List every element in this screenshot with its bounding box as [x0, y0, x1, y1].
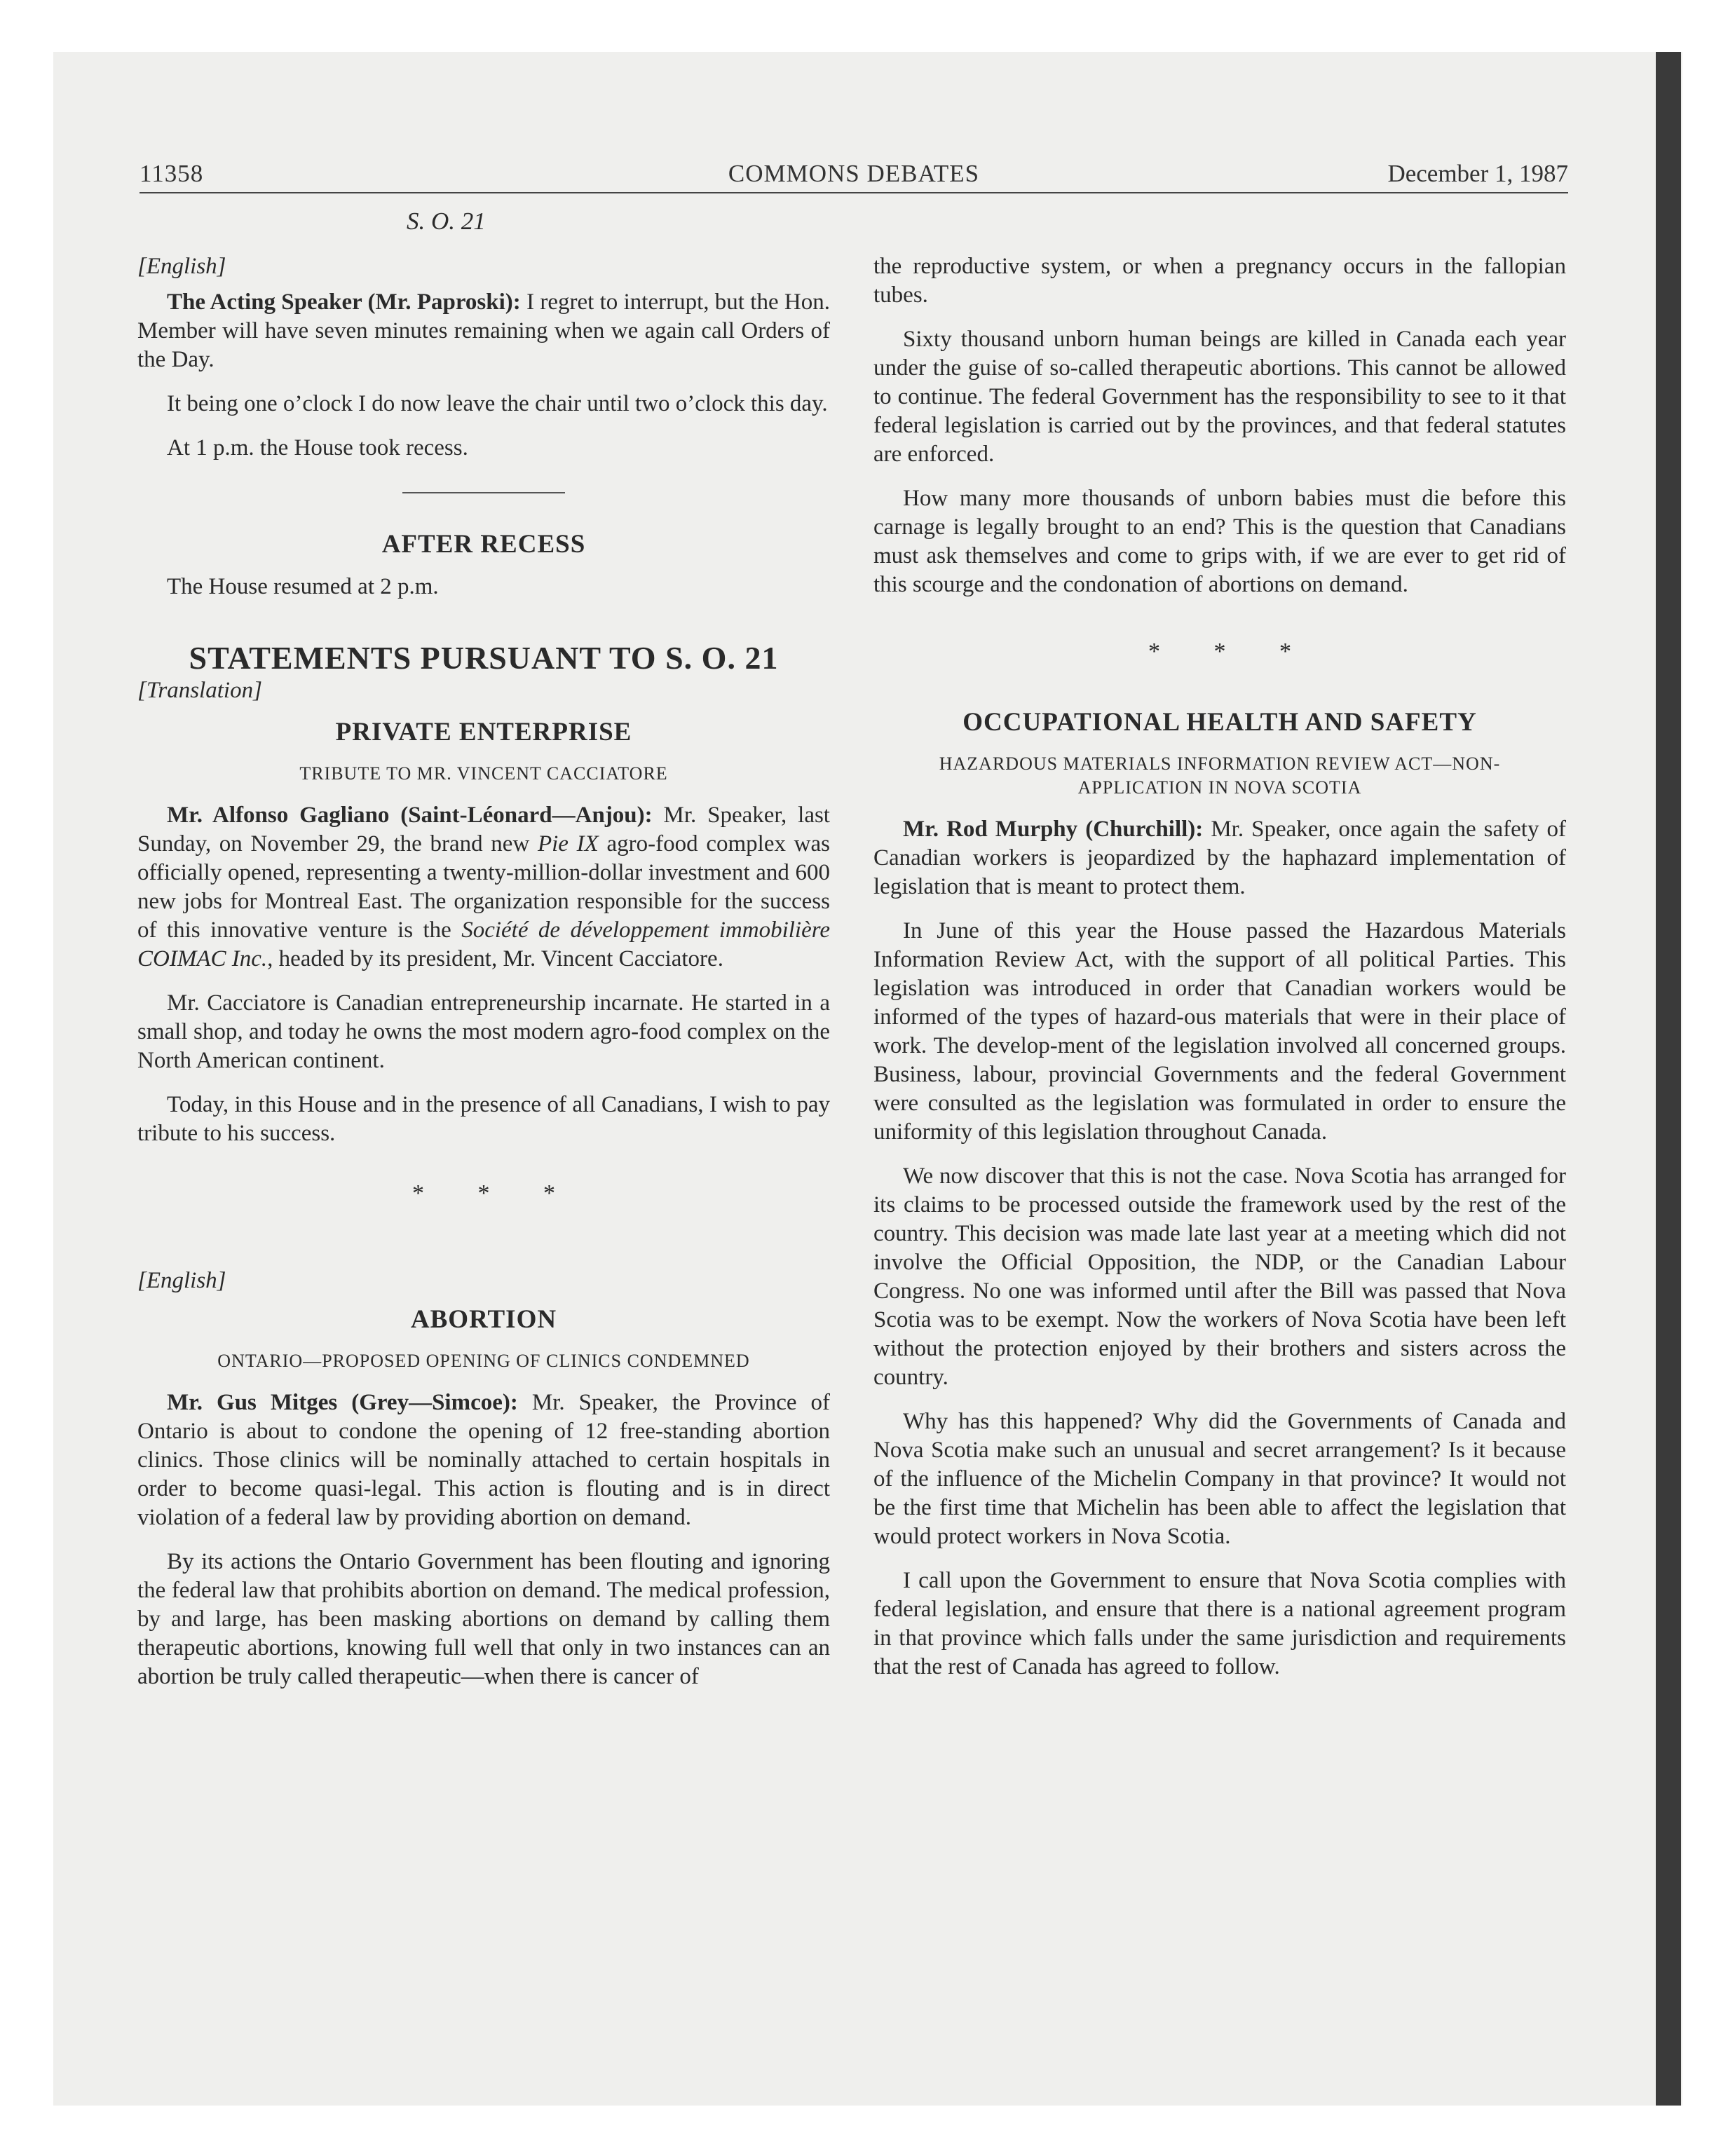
- speaker-name: The Acting Speaker (Mr. Paproski):: [167, 289, 521, 315]
- section-divider: [402, 492, 565, 493]
- section-stars: * * *: [412, 1180, 579, 1206]
- paragraph: In June of this year the House passed the Hazardous Materials Information Review Act, with the support of all political Parties. This legislation was introduced in order that Canadian workers would be informed of the types of hazard-ous materials that were in their place of work. The develop-ment of the legislation involved all concerned groups. Business, labour, provincial Governments and the federal Government were consulted as the legislation was formulated in order to ensure the uniformity of this legislation throughout Canada.: [873, 918, 1566, 1145]
- standing-order-heading: S. O. 21: [407, 207, 486, 235]
- paragraph: The House resumed at 2 p.m.: [167, 574, 439, 599]
- section-stars: * * *: [1148, 639, 1315, 664]
- language-tag: [English]: [137, 254, 226, 279]
- section-title: OCCUPATIONAL HEALTH AND SAFETY: [962, 708, 1477, 737]
- speech-text-italic: Pie IX: [537, 831, 599, 857]
- speech-text: agro-food complex was officially opened, representing a twenty-million-dollar investment and 600 new jobs for Montreal East. The organization responsible for the success of this innovative venture is the: [137, 831, 830, 943]
- paragraph: At 1 p.m. the House took recess.: [167, 435, 468, 460]
- speech-text: Mr. Speaker, the Province of Ontario is about to condone the opening of 12 free-standing abortion clinics. Those clinics will be nominally attached to certain hospitals in order to become quasi-legal. This action is flouting and is in direct violation of a federal law by providing abortion on demand.: [137, 1390, 830, 1530]
- section-subtitle: ONTARIO—PROPOSED OPENING OF CLINICS CONDEMNED: [217, 1351, 750, 1371]
- header-rule: [140, 192, 1568, 193]
- paragraph: [137, 1389, 830, 1532]
- paragraph: [137, 288, 830, 374]
- paragraph: [873, 815, 1566, 901]
- speaker-name: Mr. Rod Murphy (Churchill):: [903, 817, 1204, 842]
- paragraph: We now discover that this is not the case. Nova Scotia has arranged for its claims to be processed outside the framework used by the rest of the country. This decision was made late last year at a meeting which did not involve the Official Opposition, the NDP, or the Canadian Labour Congress. No one was informed until after the Bill was passed that Nova Scotia was to be exempt. Now the workers of Nova Scotia have been left without the protection enjoyed by their brothers and sisters across the country.: [873, 1164, 1566, 1390]
- paragraph: How many more thousands of unborn babies must die before this carnage is legally brought to an end? This is the question that Canadians must ask themselves and come to grips with, if we are ever to get rid of this scourge and the condonation of abortions on demand.: [873, 486, 1566, 597]
- paragraph: Why has this happened? Why did the Governments of Canada and Nova Scotia make such an unusual and secret arrangement? Is it because of the influence of the Michelin Company in that province? It would not be the first time that Michelin has been able to affect the legislation that would protect workers in Nova Scotia.: [873, 1409, 1566, 1549]
- section-title: PRIVATE ENTERPRISE: [335, 718, 632, 746]
- language-tag: [English]: [137, 1268, 226, 1293]
- paragraph: Mr. Cacciatore is Canadian entrepreneurship incarnate. He started in a small shop, and today he owns the most modern agro-food complex on the North American continent.: [137, 990, 830, 1073]
- paragraph: I call upon the Government to ensure that Nova Scotia complies with federal legislation, and ensure that there is a national agreement program in that province which falls under the same jurisdiction and requirements that the rest of Canada has agreed to follow.: [873, 1568, 1566, 1679]
- paragraph: Sixty thousand unborn human beings are killed in Canada each year under the guise of so-called therapeutic abortions. This cannot be allowed to continue. The federal Government has the responsibility to see to it that federal legislation is carried out by the provinces, and that federal statutes are enforced.: [873, 327, 1566, 467]
- speech-text: Mr. Speaker, once again the safety of Canadian workers is jeopardized by the haphazard implementation of legislation that is meant to protect them.: [873, 817, 1566, 899]
- publication-title: COMMONS DEBATES: [728, 160, 980, 187]
- paragraph: It being one o’clock I do now leave the chair until two o’clock this day.: [167, 391, 828, 416]
- paragraph: By its actions the Ontario Government has been flouting and ignoring the federal law that prohibits abortion on demand. The medical profession, by and large, has been masking abortions on demand by calling them therapeutic abortions, knowing full well that only in two instances can an abortion be truly called therapeutic—when there is cancer of: [137, 1549, 830, 1689]
- paragraph: [137, 801, 830, 974]
- section-title: AFTER RECESS: [381, 530, 586, 559]
- page-edge-shadow: [1656, 52, 1681, 2106]
- section-title: ABORTION: [410, 1305, 557, 1334]
- section-subtitle: HAZARDOUS MATERIALS INFORMATION REVIEW ACT—NON-APPLICATION IN NOVA SCOTIA: [939, 753, 1501, 798]
- paragraph: the reproductive system, or when a pregnancy occurs in the fallopian tubes.: [873, 254, 1566, 308]
- speech-text: I regret to interrupt, but the Hon. Member will have seven minutes remaining when we again call Orders of the Day.: [137, 289, 830, 372]
- speech-text: , headed by its president, Mr. Vincent Cacciatore.: [267, 946, 723, 971]
- page-header: [140, 160, 1568, 196]
- paragraph: Today, in this House and in the presence of all Canadians, I wish to pay tribute to his success.: [137, 1092, 830, 1146]
- right-column: [873, 252, 1566, 1681]
- speech-text: Mr. Speaker, last Sunday, on November 29, the brand new: [137, 803, 830, 857]
- language-tag: [Translation]: [137, 678, 262, 703]
- publication-date: December 1, 1987: [1387, 160, 1568, 187]
- left-column: [137, 252, 830, 1691]
- speech-text-italic: Société de développement immobilière COIMAC Inc.: [137, 917, 831, 971]
- speaker-name: Mr. Alfonso Gagliano (Saint-Léonard—Anjou):: [167, 803, 653, 828]
- section-subtitle: TRIBUTE TO MR. VINCENT CACCIATORE: [299, 763, 668, 784]
- speaker-name: Mr. Gus Mitges (Grey—Simcoe):: [167, 1390, 518, 1415]
- page-number: 11358: [140, 160, 204, 187]
- statements-heading: STATEMENTS PURSUANT TO S. O. 21: [189, 640, 779, 676]
